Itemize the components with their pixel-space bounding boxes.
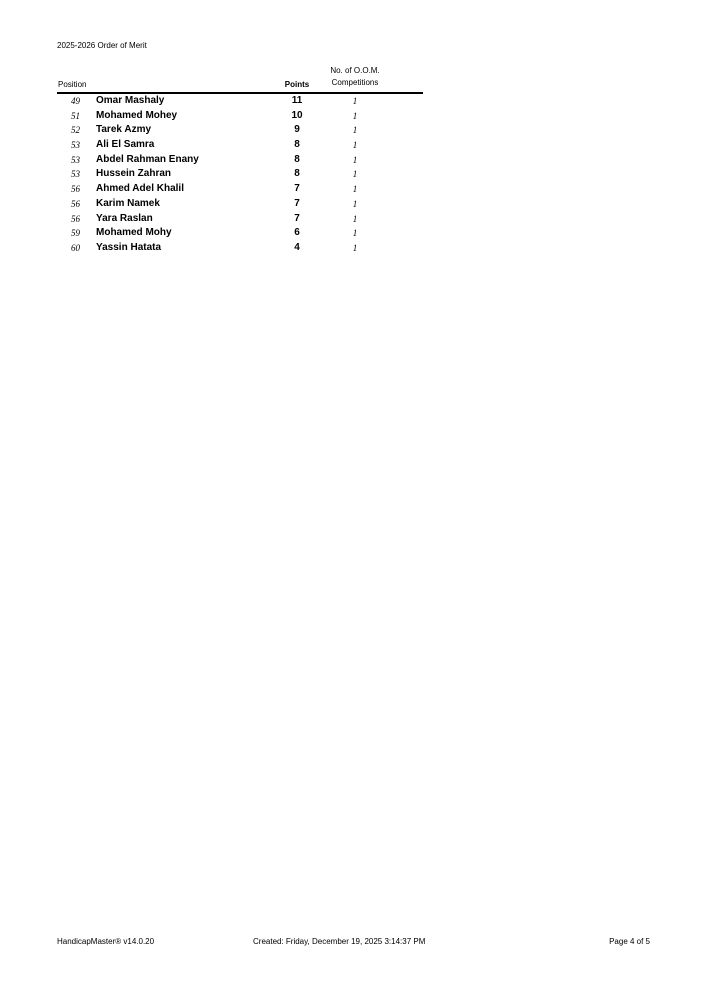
cell-points: 8 [294,168,300,180]
cell-competitions: 1 [352,125,358,136]
table-row [57,138,423,153]
cell-player-name: Mohamed Mohey [96,109,178,121]
cell-position: 49 [71,96,80,106]
cell-competitions: 1 [352,169,358,180]
column-header-competitions-line2: Competitions [331,78,379,87]
cell-player-name: Ahmed Adel Khalil [96,183,184,195]
cell-points: 9 [294,124,300,136]
table-row [57,226,423,241]
table-row [57,182,423,197]
table-row [57,167,423,182]
cell-player-name: Karim Namek [96,197,160,209]
table-row [57,241,423,256]
table-row [57,109,423,124]
page-title: 2025-2026 Order of Merit [57,41,147,50]
cell-position: 53 [71,140,80,151]
cell-player-name: Ali El Samra [96,139,155,151]
table-row [57,123,423,138]
cell-position: 59 [71,228,80,239]
cell-points: 6 [294,227,300,239]
cell-competitions: 1 [352,242,358,253]
footer-app-version: HandicapMaster® v14.0.20 [57,937,155,946]
cell-competitions: 1 [352,184,358,195]
cell-competitions: 1 [352,110,358,121]
cell-points: 8 [294,153,300,165]
cell-competitions: 1 [352,154,358,165]
cell-competitions: 1 [352,140,358,151]
cell-position: 56 [71,198,80,209]
cell-position: 51 [71,110,80,121]
cell-points: 11 [291,95,303,106]
cell-competitions: 1 [352,228,358,239]
cell-position: 56 [71,213,80,224]
table-row [57,94,423,109]
cell-player-name: Omar Mashaly [96,95,165,106]
order-of-merit-table [57,66,423,256]
cell-competitions: 1 [352,96,358,106]
cell-player-name: Yara Raslan [96,212,153,224]
cell-competitions: 1 [352,213,358,224]
cell-points: 7 [294,183,300,195]
cell-competitions: 1 [352,198,358,209]
footer-page-number: Page 4 of 5 [609,937,650,946]
cell-player-name: Hussein Zahran [96,168,172,180]
cell-player-name: Abdel Rahman Enany [96,153,199,165]
table-row [57,212,423,227]
cell-points: 10 [291,109,303,121]
cell-points: 7 [294,212,300,224]
cell-position: 60 [71,242,80,253]
cell-player-name: Mohamed Mohy [96,227,172,239]
cell-position: 52 [71,125,80,136]
cell-position: 56 [71,184,80,195]
column-header-competitions [315,65,395,89]
cell-position: 53 [71,169,80,180]
cell-points: 4 [294,241,300,253]
cell-position: 53 [71,154,80,165]
column-header-competitions-line1: No. of O.O.M. [330,66,380,75]
table-header-row [57,66,423,94]
table-row [57,153,423,168]
table-body [57,94,423,256]
cell-player-name: Yassin Hatata [96,241,162,253]
cell-points: 8 [294,139,300,151]
cell-player-name: Tarek Azmy [96,124,152,136]
table-row [57,197,423,212]
column-header-points: Points [284,80,310,89]
footer-created-timestamp: Created: Friday, December 19, 2025 3:14:37 PM [253,937,426,946]
cell-points: 7 [294,197,300,209]
column-header-position: Position [58,80,87,89]
